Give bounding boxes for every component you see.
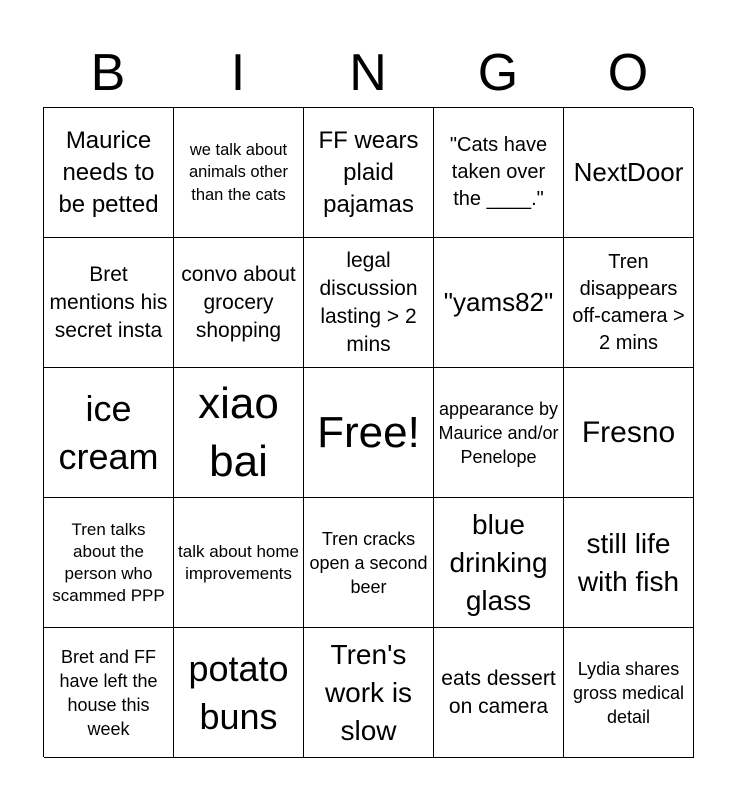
bingo-cell[interactable] bbox=[564, 368, 694, 498]
cell-text: ice cream bbox=[58, 387, 159, 477]
cell-text: convo about grocery shopping bbox=[181, 262, 296, 342]
header-letter: G bbox=[477, 44, 519, 102]
bingo-header bbox=[43, 40, 693, 106]
cell-text: xiao bai bbox=[198, 378, 279, 486]
bingo-cell[interactable] bbox=[44, 498, 174, 628]
cell-text: NextDoor bbox=[573, 157, 684, 187]
bingo-cell[interactable] bbox=[44, 238, 174, 368]
cell-text: "Cats have taken over the ____." bbox=[449, 134, 548, 210]
cell-text: eats dessert on camera bbox=[441, 666, 556, 718]
bingo-cell[interactable] bbox=[434, 108, 564, 238]
header-letter: N bbox=[349, 44, 387, 102]
cell-text: Tren talks about the person who scammed PPP bbox=[52, 519, 165, 605]
bingo-cell[interactable] bbox=[304, 238, 434, 368]
cell-text: Tren's work is slow bbox=[324, 638, 413, 746]
header-letter: B bbox=[90, 44, 126, 102]
cell-text: still life with fish bbox=[577, 527, 680, 597]
bingo-cell[interactable] bbox=[174, 238, 304, 368]
bingo-cell[interactable] bbox=[44, 368, 174, 498]
cell-text: FF wears plaid pajamas bbox=[318, 126, 419, 218]
cell-text: appearance by Maurice and/or Penelope bbox=[438, 398, 559, 467]
bingo-cell[interactable] bbox=[564, 498, 694, 628]
bingo-cell[interactable] bbox=[434, 498, 564, 628]
cell-text: legal discussion lasting > 2 mins bbox=[319, 248, 418, 356]
bingo-cell[interactable] bbox=[434, 628, 564, 758]
cell-text: Lydia shares gross medical detail bbox=[572, 658, 685, 727]
cell-text: Fresno bbox=[581, 416, 676, 449]
cell-text: Tren cracks open a second beer bbox=[309, 528, 428, 597]
bingo-cell[interactable] bbox=[44, 628, 174, 758]
bingo-cell[interactable] bbox=[174, 368, 304, 498]
bingo-cell[interactable] bbox=[174, 628, 304, 758]
bingo-cell[interactable] bbox=[304, 498, 434, 628]
cell-text: potato buns bbox=[188, 647, 289, 737]
cell-text: "yams82" bbox=[443, 287, 554, 317]
cell-text: Free! bbox=[317, 407, 420, 457]
bingo-grid bbox=[43, 107, 693, 757]
bingo-cell[interactable] bbox=[564, 628, 694, 758]
cell-text: Maurice needs to be petted bbox=[58, 126, 159, 218]
cell-text: Tren disappears off-camera > 2 mins bbox=[572, 250, 685, 354]
bingo-cell[interactable] bbox=[174, 108, 304, 238]
bingo-cell[interactable] bbox=[434, 368, 564, 498]
cell-text: talk about home improvements bbox=[178, 541, 299, 583]
cell-text: Bret and FF have left the house this week bbox=[59, 646, 158, 739]
bingo-cell[interactable] bbox=[434, 238, 564, 368]
free-cell[interactable] bbox=[304, 368, 434, 498]
cell-text: we talk about animals other than the cats bbox=[188, 140, 289, 204]
bingo-cell[interactable] bbox=[564, 238, 694, 368]
bingo-cell[interactable] bbox=[174, 498, 304, 628]
cell-text: blue drinking glass bbox=[449, 508, 548, 616]
bingo-cell[interactable] bbox=[304, 108, 434, 238]
cell-text: Bret mentions his secret insta bbox=[49, 262, 168, 342]
bingo-cell[interactable] bbox=[564, 108, 694, 238]
header-letter: O bbox=[607, 44, 649, 102]
bingo-cell[interactable] bbox=[44, 108, 174, 238]
header-letter: I bbox=[230, 44, 246, 102]
bingo-cell[interactable] bbox=[304, 628, 434, 758]
